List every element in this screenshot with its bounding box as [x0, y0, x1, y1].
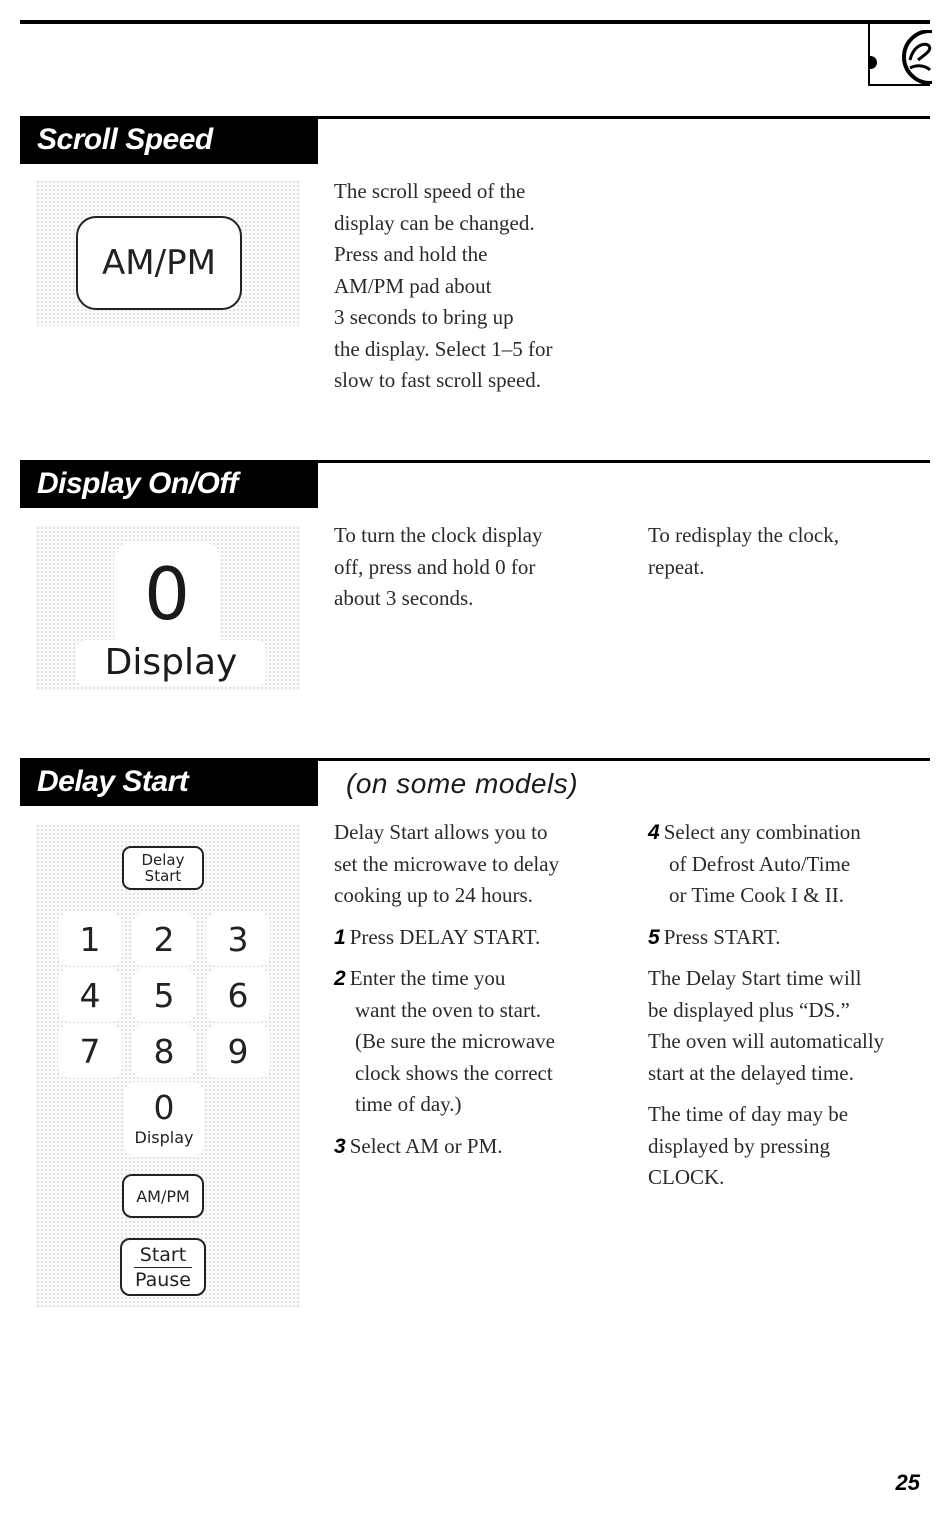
section-title-scroll-speed: Scroll Speed [20, 116, 318, 164]
delay-start-intro [334, 817, 634, 912]
delay-start-key [122, 846, 204, 890]
step-1 [334, 922, 634, 954]
digit-key-1: 1 [58, 912, 122, 966]
digit-key-5: 5 [132, 968, 196, 1022]
display-label: Display [134, 1128, 194, 1147]
zero-display-key [124, 1082, 204, 1156]
key-label-line: Start [144, 867, 182, 885]
text-line: AM/PM pad about [334, 273, 492, 298]
delay-start-col-right [648, 817, 948, 1194]
ampm-illustration [36, 180, 300, 326]
text-line: To turn the clock display [334, 523, 543, 547]
text-line: The oven will automatically [648, 1029, 885, 1053]
section-title-delay-start: Delay Start [20, 758, 318, 806]
text-line: or Time Cook I & II. [669, 883, 845, 907]
start-pause-key [120, 1238, 206, 1296]
digit-key-6: 6 [206, 968, 270, 1022]
text-line: Press and hold the [334, 242, 488, 266]
ampm-key-label: AM/PM [102, 243, 216, 283]
text-line: display can be changed. [334, 210, 535, 235]
zero-digit: 0 [153, 1088, 175, 1127]
text-line: Press START. [663, 924, 781, 949]
text-line: start at the delayed time. [648, 1060, 854, 1085]
step-number: 3 [334, 1134, 346, 1158]
start-label: Start [134, 1243, 192, 1268]
text-line: Enter the time you [349, 966, 506, 990]
section-rule-scroll-speed [318, 116, 930, 119]
digit-key-9: 9 [206, 1024, 270, 1078]
text-line: cooking up to 24 hours. [334, 883, 533, 907]
digit-key-8: 8 [132, 1024, 196, 1078]
scroll-speed-text [334, 176, 624, 397]
text-line: repeat. [648, 554, 705, 579]
delay-start-col-left [334, 817, 634, 1172]
text-line: be displayed plus “DS.” [648, 997, 850, 1022]
ampm-key-label: AM/PM [136, 1186, 190, 1206]
ampm-key [122, 1174, 204, 1218]
top-rule [20, 20, 930, 24]
text-line: time of day.) [355, 1092, 462, 1116]
text-line: displayed by pressing [648, 1133, 830, 1158]
display-key-illustration [36, 526, 300, 690]
section-rule-display-onoff [318, 460, 930, 463]
digit-key-2: 2 [132, 912, 196, 966]
digit-key-4: 4 [58, 968, 122, 1022]
step-3 [334, 1131, 634, 1163]
bullet-mark [868, 56, 877, 69]
text-line: Press DELAY START. [349, 924, 541, 949]
text-line: Delay Start allows you to [334, 820, 548, 844]
text-line: The Delay Start time will [648, 966, 862, 990]
display-label: Display [76, 640, 266, 686]
keypad-illustration [36, 824, 300, 1308]
display-onoff-text-right [648, 520, 938, 583]
zero-digit: 0 [144, 552, 190, 636]
step-4 [648, 817, 948, 912]
digit-key-7: 7 [58, 1024, 122, 1078]
text-line: The time of day may be [648, 1102, 849, 1126]
step-2 [334, 963, 634, 1121]
text-line: clock shows the correct [355, 1060, 553, 1085]
text-line: To redisplay the clock, [648, 523, 839, 547]
step-number: 1 [334, 925, 346, 949]
step-number: 5 [648, 925, 660, 949]
text-line: (Be sure the microwave [355, 1029, 556, 1053]
text-line: of Defrost Auto/Time [669, 851, 851, 876]
display-onoff-text-left [334, 520, 624, 615]
text-line: off, press and hold 0 for [334, 554, 536, 579]
text-line: the display. Select 1–5 for [334, 336, 553, 361]
ampm-key [76, 216, 242, 310]
text-line: 3 seconds to bring up [334, 305, 514, 329]
step-number: 2 [334, 967, 346, 990]
text-line: Select any combination [663, 820, 861, 844]
section-rule-delay-start [318, 758, 930, 761]
text-line: The scroll speed of the [334, 179, 526, 203]
text-line: CLOCK. [648, 1165, 725, 1189]
delay-start-note-1 [648, 963, 948, 1089]
text-line: want the oven to start. [355, 997, 542, 1022]
text-line: Select AM or PM. [349, 1133, 503, 1158]
ge-logo-icon [896, 30, 932, 84]
text-line: slow to fast scroll speed. [334, 368, 542, 392]
step-5 [648, 922, 948, 954]
pause-label: Pause [135, 1268, 191, 1291]
corner-tab [868, 24, 930, 86]
delay-start-note-2 [648, 1099, 948, 1194]
key-label-line: Delay [141, 851, 185, 869]
text-line: set the microwave to delay [334, 851, 560, 876]
digit-key-3: 3 [206, 912, 270, 966]
delay-start-subtitle: (on some models) [346, 768, 579, 799]
step-number: 4 [648, 821, 660, 844]
text-line: about 3 seconds. [334, 586, 474, 610]
section-title-display-onoff: Display On/Off [20, 460, 318, 508]
page-number: 25 [895, 1470, 920, 1495]
